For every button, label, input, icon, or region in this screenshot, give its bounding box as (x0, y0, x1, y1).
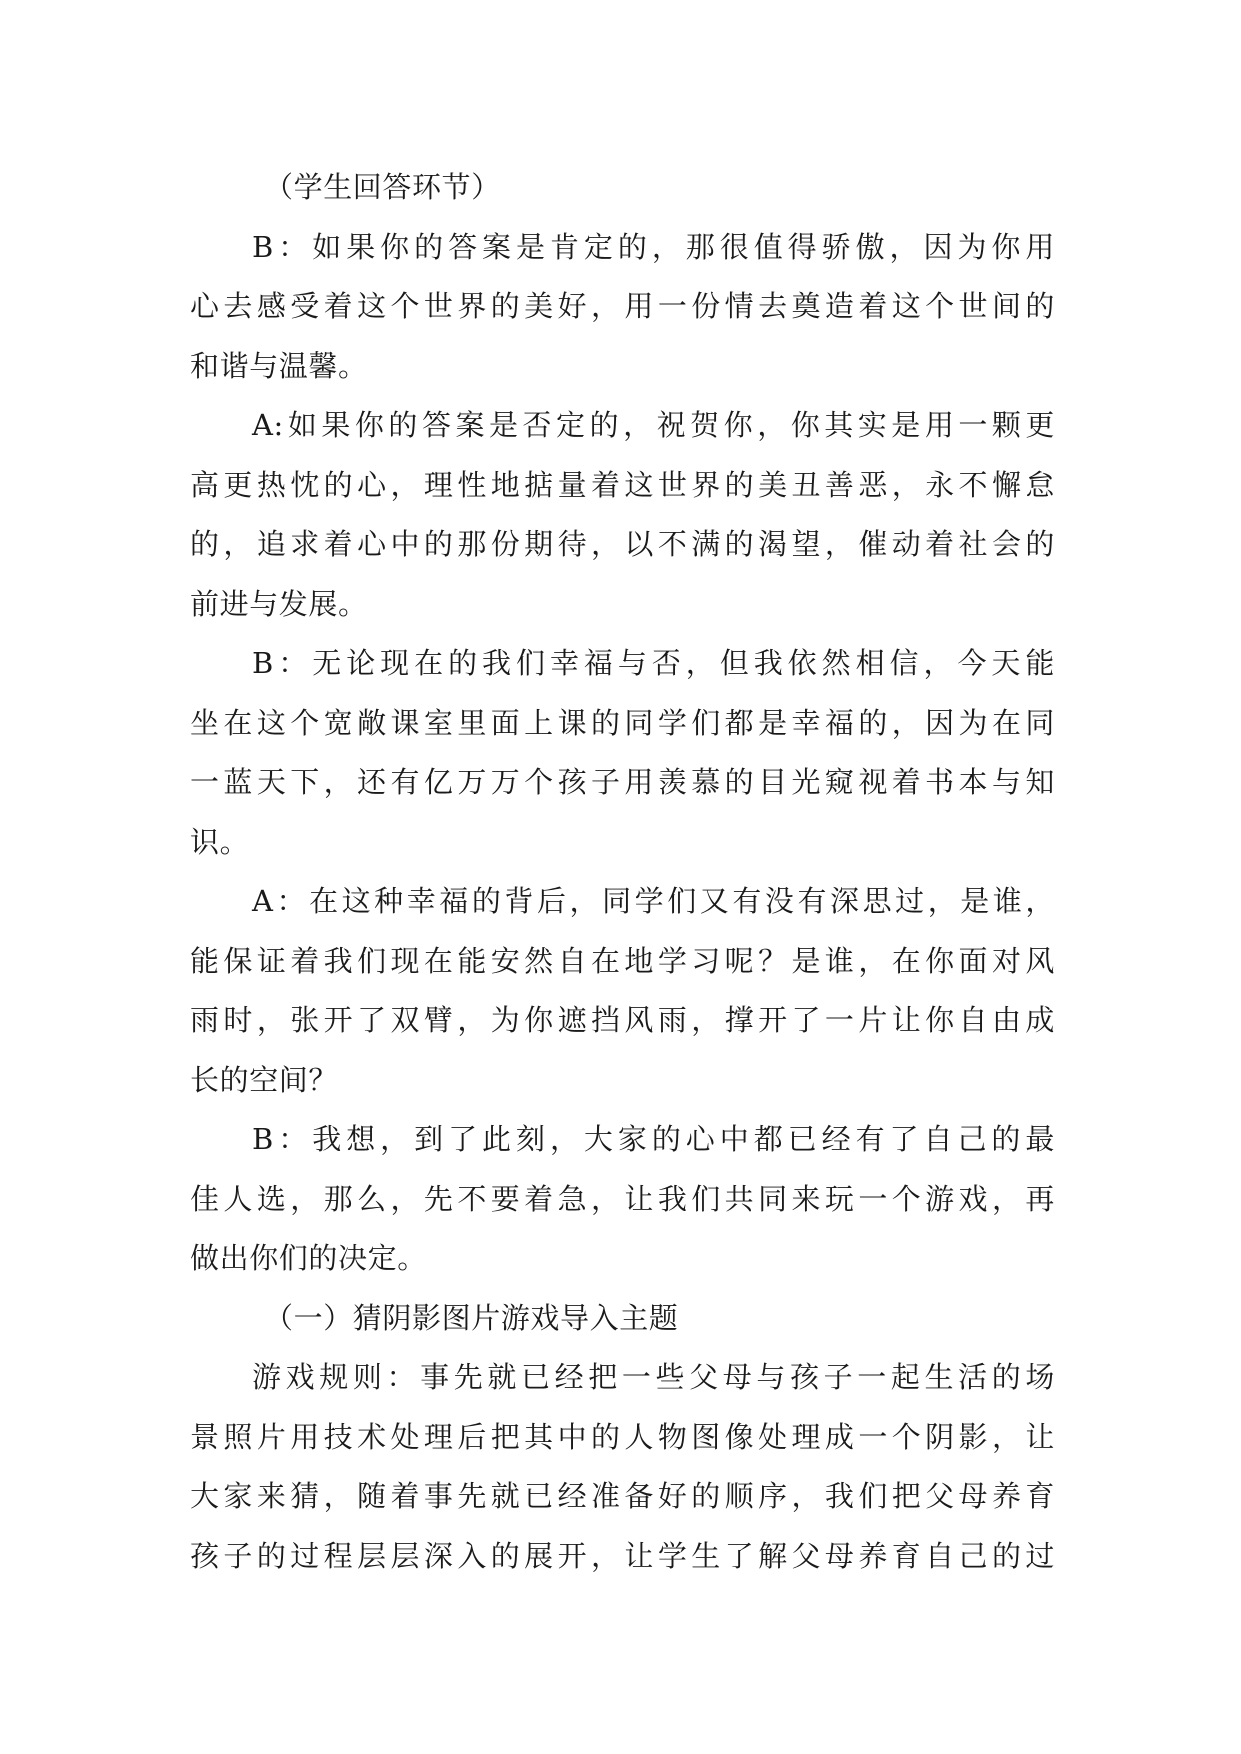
paragraph-line: A:如果你的答案是否定的，祝贺你，你其实是用一颗更 (252, 408, 1055, 442)
paragraph-line: 和谐与温馨。 (190, 348, 368, 383)
paragraph-line: 雨时，张开了双臂，为你遮挡风雨，撑开了一片让你自由成 (190, 1003, 1055, 1037)
paragraph-line: A：在这种幸福的背后，同学们又有没有深思过，是谁， (252, 884, 1055, 918)
paragraph-line: 能保证着我们现在能安然自在地学习呢？是谁，在你面对风 (190, 943, 1055, 978)
paragraph-line: B：无论现在的我们幸福与否，但我依然相信，今天能 (252, 646, 1055, 680)
paragraph-line: 坐在这个宽敞课室里面上课的同学们都是幸福的，因为在同 (190, 705, 1055, 740)
section-heading: （一）猜阴影图片游戏导入主题 (264, 1300, 679, 1335)
paragraph-line: 识。 (190, 824, 250, 859)
paragraph-line: 前进与发展。 (190, 586, 368, 621)
paragraph-line: 高更热忱的心，理性地掂量着这世界的美丑善恶，永不懈怠 (190, 467, 1055, 502)
document-body (190, 158, 1055, 1586)
paragraph-line: 的，追求着心中的那份期待，以不满的渴望，催动着社会的 (190, 527, 1055, 561)
paragraph-line: 景照片用技术处理后把其中的人物图像处理成一个阴影，让 (190, 1419, 1055, 1454)
section-note: （学生回答环节） (264, 170, 501, 204)
paragraph-line: 佳人选，那么，先不要着急，让我们共同来玩一个游戏，再 (190, 1181, 1055, 1216)
paragraph-line: 心去感受着这个世界的美好，用一份情去奠造着这个世间的 (190, 289, 1055, 323)
paragraph-line: 做出你们的决定。 (190, 1241, 427, 1275)
paragraph-line: 孩子的过程层层深入的展开，让学生了解父母养育自己的过 (190, 1538, 1055, 1573)
paragraph-line: 游戏规则：事先就已经把一些父母与孩子一起生活的场 (252, 1360, 1055, 1394)
paragraph-line: 长的空间？ (190, 1062, 339, 1097)
paragraph-line: B：如果你的答案是肯定的，那很值得骄傲，因为你用 (252, 229, 1055, 264)
paragraph-line: B：我想，到了此刻，大家的心中都已经有了自己的最 (252, 1122, 1055, 1156)
paragraph-line: 一蓝天下，还有亿万万个孩子用羡慕的目光窥视着书本与知 (190, 765, 1055, 799)
paragraph-line: 大家来猜，随着事先就已经准备好的顺序，我们把父母养育 (190, 1479, 1055, 1513)
